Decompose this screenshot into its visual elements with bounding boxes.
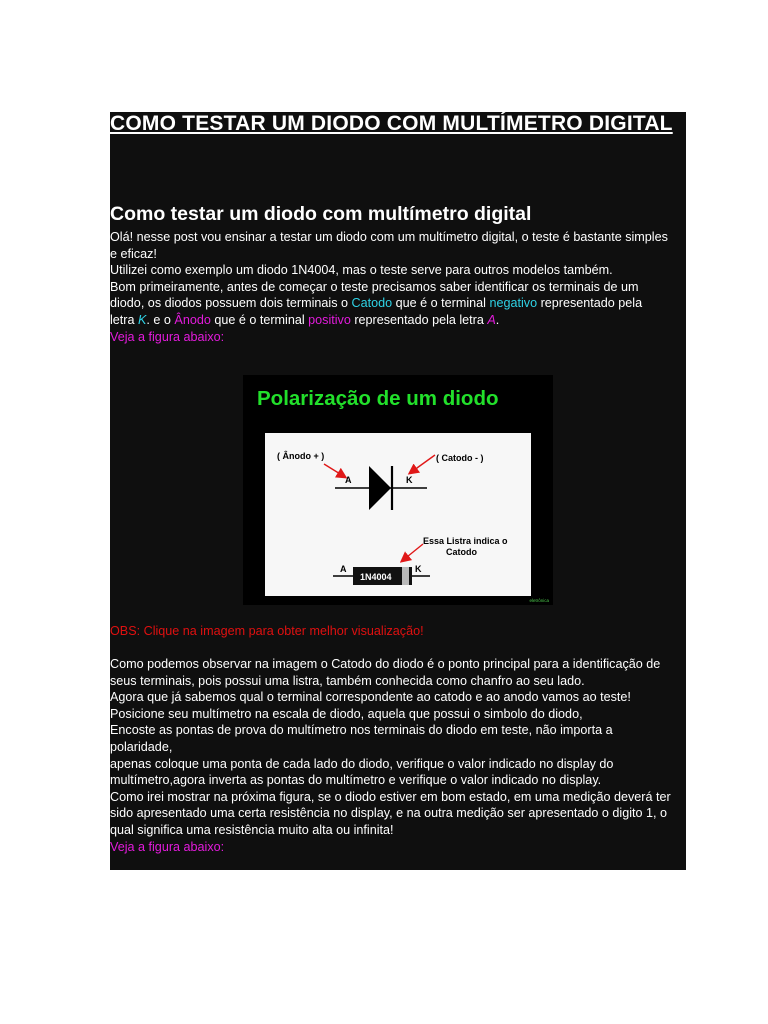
anode-label: ( Ânodo + ) bbox=[277, 451, 325, 461]
body-line-9: Como irei mostrar na próxima figura, se o diodo estiver em bom estado, em uma medição deverá ter bbox=[110, 789, 671, 804]
cathode-arrow bbox=[410, 455, 435, 473]
positivo-term: positivo bbox=[308, 312, 351, 327]
text-span: letra bbox=[110, 312, 138, 327]
diode-symbol-icon bbox=[369, 466, 391, 510]
text-span: . e o bbox=[146, 312, 175, 327]
text-span: diodo, os diodos possuem dois terminais o bbox=[110, 296, 352, 311]
text-span: que é o terminal bbox=[392, 296, 490, 311]
stripe-arrow bbox=[402, 544, 423, 561]
anode-arrow bbox=[324, 464, 345, 477]
article-page bbox=[110, 112, 686, 870]
text-span: . bbox=[495, 312, 500, 327]
intro-line-2: e eficaz! bbox=[110, 246, 157, 261]
page-title: COMO TESTAR UM DIODO COM MULTÍMETRO DIGITAL bbox=[110, 112, 673, 135]
intro-line-3: Utilizei como exemplo um diodo 1N4004, mas o teste serve para outros modelos também. bbox=[110, 263, 613, 278]
see-figure-line-2: Veja a figura abaixo: bbox=[110, 839, 225, 854]
text-span: representado pela bbox=[537, 296, 643, 311]
part-number: 1N4004 bbox=[360, 572, 392, 582]
body-line-1: Como podemos observar na imagem o Catodo do diodo é o ponto principal para a identificação de bbox=[110, 657, 661, 671]
intro-line-5 bbox=[110, 295, 688, 312]
catodo-term: Catodo bbox=[351, 296, 393, 311]
intro-line-1: Olá! nesse post vou ensinar a testar um diodo com um multímetro digital, o teste é bastante simples bbox=[110, 230, 668, 244]
negativo-term: negativo bbox=[489, 296, 538, 311]
symbol-a-label: A bbox=[345, 475, 352, 485]
figure-panel bbox=[265, 433, 531, 596]
body-line-3: Agora que já sabemos qual o terminal correspondente ao catodo e ao anodo vamos ao teste! bbox=[110, 690, 631, 705]
intro-line-6 bbox=[110, 312, 688, 329]
part-stripe-edge bbox=[409, 567, 412, 585]
body-line-2: seus terminais, pois possui uma listra, também conhecida como chanfro ao seu lado. bbox=[110, 673, 585, 688]
text-span: que é o terminal bbox=[210, 312, 309, 327]
body-line-6: polaridade, bbox=[110, 739, 173, 754]
test-paragraph bbox=[110, 656, 688, 855]
letter-k: K bbox=[138, 312, 147, 327]
figure-credit: eletrônica bbox=[529, 598, 549, 603]
stripe-note-line-1: Essa Listra indica o bbox=[423, 536, 508, 546]
body-line-11: qual significa uma resistência muito alta ou infinita! bbox=[110, 822, 394, 837]
see-figure-line: Veja a figura abaixo: bbox=[110, 329, 225, 344]
cathode-label: ( Catodo - ) bbox=[436, 453, 484, 463]
stripe-note-line-2: Catodo bbox=[446, 547, 477, 557]
anodo-term: Ânodo bbox=[174, 312, 211, 327]
body-line-5: Encoste as pontas de prova do multímetro nos terminais do diodo em teste, não importa a bbox=[110, 723, 613, 738]
letter-a: A bbox=[487, 312, 496, 327]
diode-polarization-figure[interactable] bbox=[243, 375, 553, 605]
body-line-10: sido apresentado uma certa resistência no display, e na outra medição ser apresentado o digito 1, o bbox=[110, 806, 668, 821]
part-k-label: K bbox=[415, 564, 422, 574]
part-stripe bbox=[402, 567, 409, 585]
symbol-k-label: K bbox=[406, 475, 413, 485]
body-line-8: multímetro,agora inverta as pontas do multímetro e verifique o valor indicado no display. bbox=[110, 773, 602, 788]
diode-diagram bbox=[265, 433, 531, 596]
text-span: representado pela letra bbox=[350, 312, 488, 327]
figure-title: Polarização de um diodo bbox=[257, 387, 499, 410]
obs-note: OBS: Clique na imagem para obter melhor visualização! bbox=[110, 624, 424, 638]
body-line-7: apenas coloque uma ponta de cada lado do diodo, verifique o valor indicado no display do bbox=[110, 756, 614, 771]
part-a-label: A bbox=[340, 564, 347, 574]
body-line-4: Posicione seu multímetro na escala de diodo, aquela que possui o simbolo do diodo, bbox=[110, 706, 583, 721]
intro-line-4: Bom primeiramente, antes de começar o teste precisamos saber identificar os terminais de um bbox=[110, 279, 639, 294]
article-subtitle: Como testar um diodo com multímetro digital bbox=[110, 203, 532, 225]
intro-paragraph bbox=[110, 229, 688, 345]
